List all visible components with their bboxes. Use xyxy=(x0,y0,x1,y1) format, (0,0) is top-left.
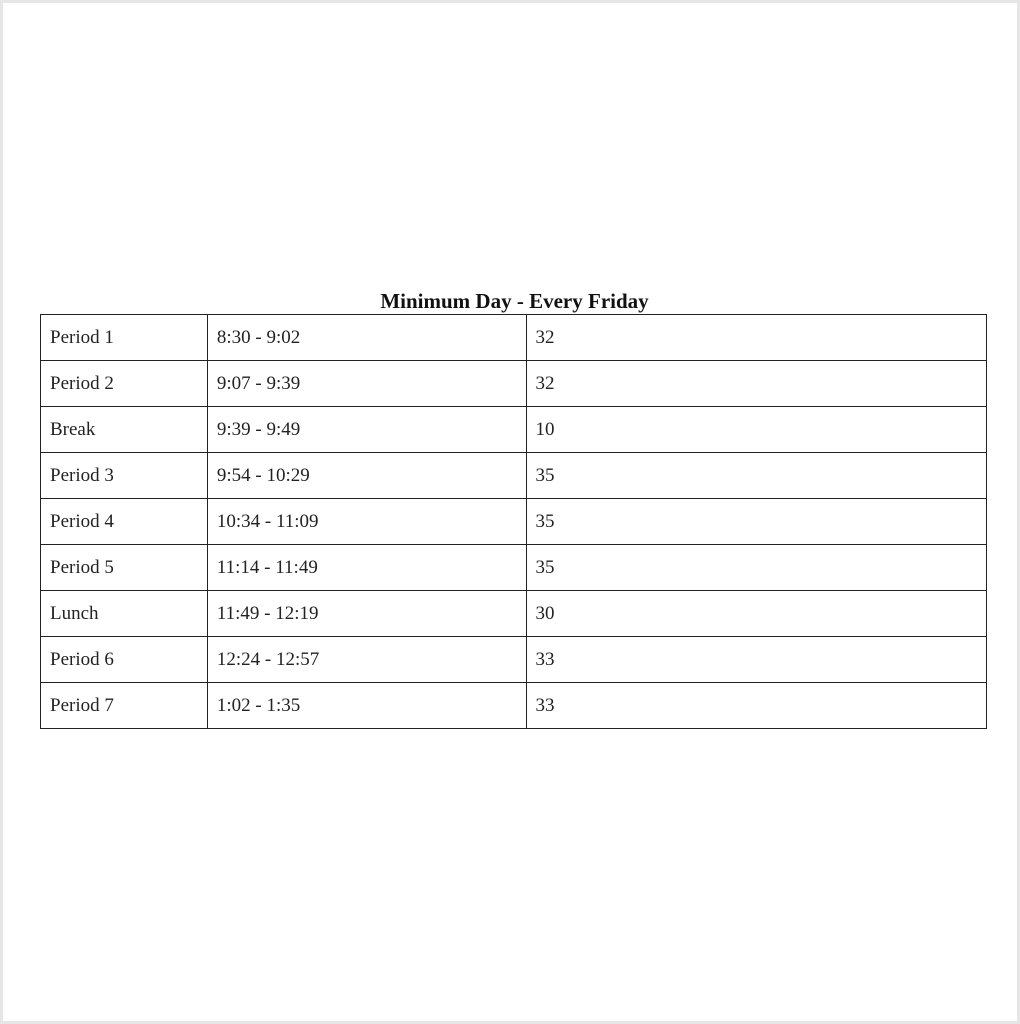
time-cell: 12:24 - 12:57 xyxy=(207,637,526,683)
minutes-cell: 35 xyxy=(526,545,986,591)
time-cell: 1:02 - 1:35 xyxy=(207,683,526,729)
minutes-cell: 32 xyxy=(526,315,986,361)
table-row xyxy=(41,683,987,729)
minutes-cell: 10 xyxy=(526,407,986,453)
minutes-cell: 35 xyxy=(526,453,986,499)
period-cell: Period 1 xyxy=(41,315,208,361)
period-cell: Break xyxy=(41,407,208,453)
time-cell: 9:54 - 10:29 xyxy=(207,453,526,499)
time-cell: 11:49 - 12:19 xyxy=(207,591,526,637)
minutes-cell: 35 xyxy=(526,499,986,545)
time-cell: 9:39 - 9:49 xyxy=(207,407,526,453)
period-cell: Period 7 xyxy=(41,683,208,729)
table-row xyxy=(41,453,987,499)
minutes-cell: 32 xyxy=(526,361,986,407)
time-cell: 10:34 - 11:09 xyxy=(207,499,526,545)
schedule-title: Minimum Day - Every Friday xyxy=(380,289,649,313)
document-page xyxy=(3,3,1017,1021)
minutes-cell: 33 xyxy=(526,683,986,729)
table-row xyxy=(41,315,987,361)
period-cell: Lunch xyxy=(41,591,208,637)
period-cell: Period 2 xyxy=(41,361,208,407)
minutes-cell: 30 xyxy=(526,591,986,637)
period-cell: Period 6 xyxy=(41,637,208,683)
table-row xyxy=(41,545,987,591)
table-row xyxy=(41,361,987,407)
schedule-table-body xyxy=(41,315,987,729)
table-row xyxy=(41,637,987,683)
time-cell: 11:14 - 11:49 xyxy=(207,545,526,591)
period-cell: Period 4 xyxy=(41,499,208,545)
period-cell: Period 5 xyxy=(41,545,208,591)
schedule-table xyxy=(40,314,987,729)
time-cell: 9:07 - 9:39 xyxy=(207,361,526,407)
table-row xyxy=(41,407,987,453)
period-cell: Period 3 xyxy=(41,453,208,499)
table-row xyxy=(41,591,987,637)
minutes-cell: 33 xyxy=(526,637,986,683)
table-row xyxy=(41,499,987,545)
time-cell: 8:30 - 9:02 xyxy=(207,315,526,361)
